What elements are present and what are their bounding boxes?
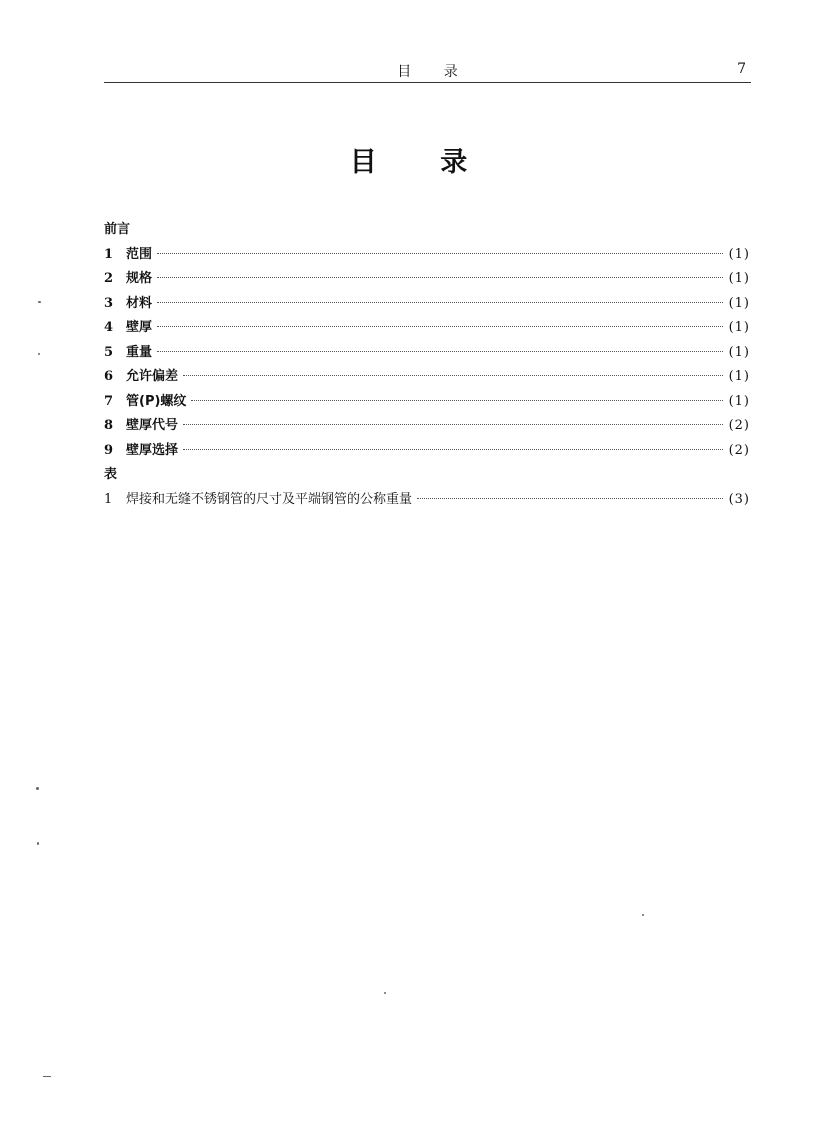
toc-table-label: 焊接和无缝不锈钢管的尺寸及平端钢管的公称重量: [126, 491, 413, 507]
toc-leader-dots: [183, 424, 723, 425]
toc-entry-label: 壁厚选择: [126, 442, 179, 458]
running-header-title: 目 录: [397, 64, 472, 80]
toc-entry-number: 3: [104, 295, 114, 311]
toc-entry-page: (2): [728, 418, 750, 433]
toc-preface-heading: 前言: [104, 222, 131, 237]
toc-entry[interactable]: [104, 267, 750, 292]
page-number: 7: [737, 61, 746, 77]
toc-entry[interactable]: [104, 292, 750, 317]
toc-entry[interactable]: [104, 390, 750, 415]
toc-entry-number: 9: [104, 442, 114, 458]
toc-entry-label: 规格: [126, 271, 153, 286]
toc-entry-page: (1): [728, 271, 750, 286]
toc-entry[interactable]: [104, 414, 750, 439]
toc-entry-page: (1): [728, 320, 750, 335]
toc-leader-dots: [157, 302, 723, 303]
toc-entry[interactable]: [104, 439, 750, 464]
scan-speck: [38, 301, 41, 303]
scan-speck: [43, 1076, 51, 1077]
toc-entry-page: (1): [728, 295, 750, 311]
toc-entry-label: 壁厚: [126, 320, 153, 335]
toc-entry-number: 5: [104, 344, 114, 360]
scan-speck: [37, 842, 39, 845]
toc-entry-number: 1: [104, 246, 114, 262]
toc-entry-number: 6: [104, 369, 114, 384]
toc-entry-page: (1): [728, 344, 750, 360]
toc-leader-dots: [157, 326, 723, 327]
toc-entry[interactable]: [104, 341, 750, 366]
toc-entry-number: 4: [104, 320, 114, 335]
toc-entry-number: 7: [104, 393, 114, 409]
toc-entry-label: 材料: [126, 295, 153, 311]
toc-entry[interactable]: [104, 316, 750, 341]
toc-entry[interactable]: [104, 365, 750, 390]
page-title: 目 录: [349, 147, 495, 178]
scan-speck: [36, 787, 39, 790]
toc-entry-page: (1): [728, 369, 750, 384]
toc-entry-label: 范围: [126, 246, 153, 262]
toc-entry[interactable]: [104, 243, 750, 268]
toc-leader-dots: [157, 277, 723, 278]
toc-leader-dots: [183, 449, 723, 450]
toc-entry-page: (1): [728, 246, 750, 262]
toc-leader-dots: [183, 375, 723, 376]
scan-speck: [384, 992, 386, 994]
toc-tables-heading: 表: [104, 467, 118, 482]
toc-leader-dots: [157, 351, 723, 352]
toc-entry-page: (1): [728, 393, 750, 409]
toc-leader-dots: [157, 253, 723, 254]
toc-leader-dots: [191, 400, 722, 401]
toc-entry-number: 2: [104, 271, 114, 286]
toc-table-entry[interactable]: [104, 488, 750, 513]
toc-entry-label: 重量: [126, 344, 153, 360]
running-header: [104, 58, 751, 83]
scan-speck: [38, 353, 40, 355]
toc-leader-dots: [417, 498, 723, 499]
toc-table-page: (3): [728, 491, 750, 507]
toc-entry-label: 壁厚代号: [126, 418, 179, 433]
toc-entry-label: 管(P)螺纹: [126, 393, 187, 409]
toc-table-number: 1: [104, 491, 113, 507]
table-of-contents: [104, 218, 750, 512]
toc-entry-number: 8: [104, 418, 114, 433]
scan-speck: [642, 914, 644, 916]
toc-entry-page: (2): [728, 442, 750, 458]
toc-entry-label: 允许偏差: [126, 369, 179, 384]
